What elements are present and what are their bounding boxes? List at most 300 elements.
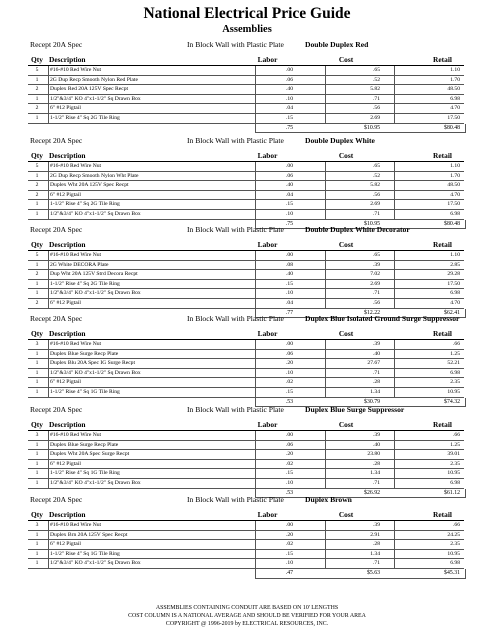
table-row [28, 200, 464, 210]
column-divider [394, 104, 395, 113]
column-divider [325, 479, 326, 488]
cost-header: Cost [338, 329, 354, 338]
retail-cell: 48.50 [447, 182, 460, 189]
qty-cell: 1 [35, 350, 39, 357]
column-divider [325, 85, 326, 94]
column-divider [325, 469, 326, 478]
column-divider [325, 431, 326, 440]
total-retail: $45.31 [444, 569, 460, 576]
table-row [28, 559, 464, 569]
footer-line: ASSEMBLIES CONTAINING CONDUIT ARE BASED ON 10' LENGTHS [155, 605, 339, 611]
retail-cell: 2.85 [450, 261, 460, 268]
column-divider [325, 441, 326, 450]
column-divider [325, 340, 326, 349]
column-divider [325, 388, 326, 397]
cost-cell: 2.69 [370, 114, 380, 121]
column-divider [255, 172, 256, 181]
description-cell: #16-#10 Red Wire Nut [50, 163, 102, 169]
labor-cell: .40 [286, 182, 293, 189]
retail-cell: .66 [453, 341, 460, 347]
cost-cell: .71 [373, 560, 380, 567]
column-divider [48, 280, 49, 289]
table-row [28, 66, 464, 76]
assembly-section [0, 313, 494, 405]
table-row [28, 191, 464, 201]
retail-cell: 6.98 [450, 560, 460, 567]
labor-cell: .15 [286, 114, 293, 121]
qty-cell: 1 [35, 560, 39, 567]
qty-header: Qty [31, 329, 43, 338]
qty-cell: 1 [35, 479, 39, 486]
column-divider [255, 181, 256, 190]
labor-cell: .00 [286, 522, 293, 528]
cost-cell: .65 [373, 67, 380, 73]
column-headers [0, 239, 494, 250]
labor-cell: .10 [286, 560, 293, 567]
labor-header: Labor [257, 329, 278, 338]
description-cell: 2G Dup Recp Smooth Nylon Wht Plate [50, 172, 139, 179]
retail-cell: 1.25 [450, 350, 460, 357]
table-row [28, 181, 464, 191]
column-divider [325, 261, 326, 270]
retail-header: Retail [433, 420, 452, 429]
labor-cell: .00 [286, 163, 293, 169]
column-divider [394, 114, 395, 123]
assembly-section [0, 135, 494, 227]
cost-header: Cost [338, 55, 354, 64]
labor-cell: .15 [286, 470, 293, 477]
labor-header: Labor [257, 240, 278, 249]
description-cell: 1-1/2" Rise 4" Sq 2G Tile Ring [50, 201, 120, 208]
items-table [28, 520, 464, 578]
qty-cell: 2 [35, 182, 39, 189]
column-divider [325, 191, 326, 200]
qty-cell: 2 [35, 191, 39, 198]
labor-cell: .15 [286, 550, 293, 557]
description-cell: #16-#10 Red Wire Nut [50, 67, 102, 73]
qty-cell: 2 [35, 299, 39, 306]
table-row [28, 388, 464, 398]
labor-cell: .10 [286, 210, 293, 217]
column-divider [48, 85, 49, 94]
assembly-section [0, 494, 494, 576]
section-header [0, 224, 494, 235]
column-divider [255, 388, 256, 397]
labor-cell: .15 [286, 280, 293, 287]
column-divider [48, 191, 49, 200]
qty-cell: 3 [35, 522, 39, 528]
description-cell: 1-1/2" Rise 4" Sq 1G Tile Ring [50, 550, 120, 557]
column-divider [48, 378, 49, 387]
description-cell: 6" #12 Pigtail [50, 379, 81, 386]
column-divider [48, 479, 49, 488]
column-divider [394, 85, 395, 94]
table-row [28, 289, 464, 299]
total-labor: .75 [285, 124, 293, 131]
cost-cell: .39 [373, 341, 380, 347]
retail-cell: 2.35 [450, 379, 460, 386]
labor-cell: .02 [286, 460, 293, 467]
assembly-section [0, 224, 494, 316]
column-divider [394, 550, 395, 559]
column-divider [48, 181, 49, 190]
cost-cell: .39 [373, 522, 380, 528]
retail-cell: 17.50 [447, 114, 460, 121]
section-header [0, 404, 494, 415]
retail-cell: 1.70 [450, 172, 460, 179]
labor-cell: .00 [286, 432, 293, 438]
column-divider [325, 95, 326, 104]
table-row [28, 85, 464, 95]
column-divider [394, 479, 395, 488]
section-name: Double Duplex Red [305, 40, 369, 49]
column-divider [394, 559, 395, 568]
column-divider [255, 531, 256, 540]
cost-cell: .40 [373, 441, 380, 448]
column-divider [255, 66, 256, 75]
column-divider [255, 299, 256, 308]
cost-header: Cost [338, 240, 354, 249]
labor-cell: .04 [286, 299, 293, 306]
retail-cell: 1.70 [450, 76, 460, 83]
qty-cell: 1 [35, 95, 39, 102]
column-divider [255, 289, 256, 298]
retail-cell: 17.50 [447, 201, 460, 208]
section-header [0, 135, 494, 146]
retail-header: Retail [433, 151, 452, 160]
assembly-section [0, 404, 494, 496]
column-divider [394, 531, 395, 540]
page-title: National Electrical Price Guide [143, 5, 351, 22]
cost-cell: .71 [373, 210, 380, 217]
section-location: In Block Wall with Plastic Plate [187, 314, 284, 323]
description-cell: #16-#10 Red Wire Nut [50, 522, 102, 528]
column-divider [394, 369, 395, 378]
qty-cell: 1 [35, 280, 39, 287]
total-cost: $26.92 [364, 489, 380, 496]
description-cell: 6" #12 Pigtail [50, 460, 81, 467]
total-retail: $62.41 [444, 309, 460, 316]
column-divider [255, 441, 256, 450]
labor-header: Labor [257, 420, 278, 429]
column-divider [255, 540, 256, 549]
labor-header: Labor [257, 510, 278, 519]
column-divider [325, 378, 326, 387]
column-headers [0, 419, 494, 430]
labor-cell: .20 [286, 360, 293, 367]
cost-cell: 1.34 [370, 470, 380, 477]
description-cell: 1/2"&3/4" KO 4"x1-1/2" Sq Drawn Box [50, 369, 141, 376]
assembly-section [0, 39, 494, 131]
column-divider [394, 280, 395, 289]
section-header [0, 313, 494, 324]
column-divider [394, 270, 395, 279]
table-row [28, 531, 464, 541]
column-divider [255, 369, 256, 378]
description-cell: Duplex Wht 20A 125V Spec Recpt [50, 182, 129, 189]
footer-line: COPYRIGHT @ 1996-2019 by ELECTRICAL RESOURCES, INC. [165, 621, 329, 627]
section-spec: Recept 20A Spec [30, 225, 83, 234]
items-table [28, 250, 464, 318]
column-divider [394, 181, 395, 190]
retail-cell: 17.50 [447, 280, 460, 287]
description-cell: 1-1/2" Rise 4" Sq 1G Tile Ring [50, 470, 120, 477]
column-divider [255, 104, 256, 113]
description-cell: 1-1/2" Rise 4" Sq 2G Tile Ring [50, 280, 120, 287]
column-divider [325, 210, 326, 219]
column-divider [325, 251, 326, 260]
column-divider [48, 450, 49, 459]
column-divider [394, 172, 395, 181]
column-divider [48, 521, 49, 530]
retail-cell: 6.98 [450, 95, 460, 102]
footer-line: COST COLUMN IS A NATIONAL AVERAGE AND SHOULD BE VERIFIED FOR YOUR AREA [128, 613, 366, 619]
qty-cell: 1 [35, 76, 39, 83]
table-row [28, 340, 464, 350]
description-cell: 6" #12 Pigtail [50, 105, 81, 112]
description-cell: Duplex Wht 20A Spec Surge Recpt [50, 451, 130, 458]
qty-cell: 1 [35, 114, 39, 121]
table-row [28, 270, 464, 280]
retail-cell: 1.25 [450, 441, 460, 448]
description-cell: 6" #12 Pigtail [50, 299, 81, 306]
table-row [28, 172, 464, 182]
total-labor: .53 [285, 398, 293, 405]
cost-header: Cost [338, 420, 354, 429]
column-divider [48, 540, 49, 549]
column-divider [325, 280, 326, 289]
table-row [28, 261, 464, 271]
retail-cell: 4.70 [450, 105, 460, 112]
column-divider [48, 210, 49, 219]
labor-cell: .15 [286, 388, 293, 395]
retail-header: Retail [433, 329, 452, 338]
qty-cell: 5 [35, 67, 39, 73]
description-cell: Duplex Blu 20A Spec IG Surge Recpt [50, 360, 136, 367]
column-divider [255, 200, 256, 209]
column-divider [48, 270, 49, 279]
cost-cell: .65 [373, 163, 380, 169]
qty-cell: 2 [35, 105, 39, 112]
column-divider [325, 369, 326, 378]
qty-cell: 1 [35, 451, 39, 458]
total-cost: $5.63 [366, 569, 380, 576]
items-table [28, 161, 464, 229]
qty-cell: 1 [35, 541, 39, 548]
column-headers [0, 509, 494, 520]
column-divider [48, 66, 49, 75]
column-divider [325, 200, 326, 209]
cost-cell: .52 [373, 76, 380, 83]
labor-cell: .06 [286, 350, 293, 357]
section-name: Double Duplex White Decorator [305, 225, 410, 234]
cost-cell: .65 [373, 252, 380, 258]
description-cell: 2G White DECORA Plate [50, 261, 109, 268]
table-row [28, 162, 464, 172]
total-row [28, 569, 464, 578]
table-row [28, 210, 464, 220]
qty-cell: 1 [35, 531, 39, 538]
column-divider [325, 559, 326, 568]
column-divider [48, 441, 49, 450]
labor-cell: .20 [286, 451, 293, 458]
section-name: Duplex Blue Isolated Ground Surge Suppressor [305, 314, 460, 323]
table-row [28, 95, 464, 105]
cost-cell: .71 [373, 369, 380, 376]
qty-cell: 1 [35, 172, 39, 179]
labor-cell: .06 [286, 76, 293, 83]
labor-cell: .00 [286, 67, 293, 73]
retail-header: Retail [433, 510, 452, 519]
column-divider [48, 299, 49, 308]
column-divider [394, 191, 395, 200]
column-divider [255, 251, 256, 260]
section-spec: Recept 20A Spec [30, 40, 83, 49]
labor-cell: .10 [286, 290, 293, 297]
column-divider [394, 289, 395, 298]
table-row [28, 76, 464, 86]
column-divider [255, 85, 256, 94]
retail-cell: 2.35 [450, 460, 460, 467]
retail-cell: 10.95 [447, 388, 460, 395]
retail-cell: 24.25 [447, 531, 460, 538]
table-row [28, 251, 464, 261]
labor-cell: .10 [286, 369, 293, 376]
qty-cell: 1 [35, 261, 39, 268]
cost-cell: 23.80 [367, 451, 380, 458]
total-cost: $30.79 [364, 398, 380, 405]
qty-cell: 1 [35, 369, 39, 376]
labor-cell: .06 [286, 172, 293, 179]
qty-cell: 1 [35, 470, 39, 477]
retail-cell: 1.10 [450, 163, 460, 169]
description-cell: 1/2"&3/4" KO 4"x1-1/2" Sq Drawn Box [50, 290, 141, 297]
section-location: In Block Wall with Plastic Plate [187, 405, 284, 414]
column-divider [255, 191, 256, 200]
labor-cell: .08 [286, 261, 293, 268]
description-cell: #16-#10 Red Wire Nut [50, 432, 102, 438]
cost-cell: .39 [373, 261, 380, 268]
table-row [28, 378, 464, 388]
section-location: In Block Wall with Plastic Plate [187, 40, 284, 49]
column-divider [325, 76, 326, 85]
total-labor: .53 [285, 489, 293, 496]
column-divider [48, 200, 49, 209]
table-row [28, 441, 464, 451]
qty-cell: 1 [35, 460, 39, 467]
column-divider [48, 369, 49, 378]
description-cell: Dup Wht 20A 125V Strd Decora Recpt [50, 271, 138, 278]
qty-cell: 5 [35, 252, 39, 258]
column-divider [255, 340, 256, 349]
total-retail: $80.48 [444, 220, 460, 227]
section-location: In Block Wall with Plastic Plate [187, 136, 284, 145]
labor-cell: .40 [286, 86, 293, 93]
column-divider [394, 431, 395, 440]
column-divider [394, 521, 395, 530]
qty-cell: 1 [35, 360, 39, 367]
cost-cell: 1.34 [370, 388, 380, 395]
column-divider [325, 350, 326, 359]
table-row [28, 114, 464, 124]
cost-cell: .56 [373, 105, 380, 112]
column-divider [394, 469, 395, 478]
total-retail: $74.32 [444, 398, 460, 405]
column-divider [325, 114, 326, 123]
retail-cell: 39.01 [447, 451, 460, 458]
column-divider [325, 359, 326, 368]
description-cell: 1/2"&3/4" KO 4"x1-1/2" Sq Drawn Box [50, 95, 141, 102]
qty-header: Qty [31, 55, 43, 64]
retail-cell: .66 [453, 432, 460, 438]
column-divider [394, 162, 395, 171]
column-divider [48, 289, 49, 298]
table-row [28, 450, 464, 460]
description-header: Description [49, 151, 86, 160]
column-divider [325, 299, 326, 308]
table-row [28, 104, 464, 114]
total-labor: .77 [285, 309, 293, 316]
column-divider [255, 559, 256, 568]
table-row [28, 469, 464, 479]
column-divider [325, 104, 326, 113]
description-cell: Duplex Brn 20A 125V Spec Recpt [50, 531, 128, 538]
cost-header: Cost [338, 510, 354, 519]
column-divider [325, 66, 326, 75]
cost-cell: .28 [373, 460, 380, 467]
section-name: Duplex Brown [305, 495, 352, 504]
cost-cell: 2.91 [370, 531, 380, 538]
qty-cell: 3 [35, 432, 39, 438]
column-divider [48, 95, 49, 104]
labor-cell: .06 [286, 441, 293, 448]
description-cell: Duplex Blue Surge Recp Plate [50, 441, 119, 448]
column-divider [48, 469, 49, 478]
column-divider [255, 261, 256, 270]
column-divider [255, 550, 256, 559]
column-divider [255, 521, 256, 530]
page-subtitle: Assemblies [222, 24, 272, 35]
column-divider [394, 299, 395, 308]
column-divider [48, 340, 49, 349]
table-row [28, 431, 464, 441]
section-name: Duplex Blue Surge Suppressor [305, 405, 405, 414]
table-row [28, 460, 464, 470]
column-divider [394, 378, 395, 387]
column-divider [325, 521, 326, 530]
column-divider [255, 270, 256, 279]
description-header: Description [49, 510, 86, 519]
retail-cell: 4.70 [450, 299, 460, 306]
total-retail: $80.48 [444, 124, 460, 131]
labor-cell: .04 [286, 191, 293, 198]
retail-cell: 4.70 [450, 191, 460, 198]
section-spec: Recept 20A Spec [30, 314, 83, 323]
section-header [0, 39, 494, 50]
column-divider [255, 469, 256, 478]
column-divider [48, 162, 49, 171]
description-cell: 1-1/2" Rise 4" Sq 1G Tile Ring [50, 388, 120, 395]
labor-cell: .00 [286, 252, 293, 258]
qty-cell: 1 [35, 290, 39, 297]
qty-cell: 3 [35, 341, 39, 347]
column-divider [325, 289, 326, 298]
column-divider [394, 359, 395, 368]
table-row [28, 350, 464, 360]
qty-cell: 1 [35, 441, 39, 448]
qty-header: Qty [31, 420, 43, 429]
cost-cell: .52 [373, 172, 380, 179]
